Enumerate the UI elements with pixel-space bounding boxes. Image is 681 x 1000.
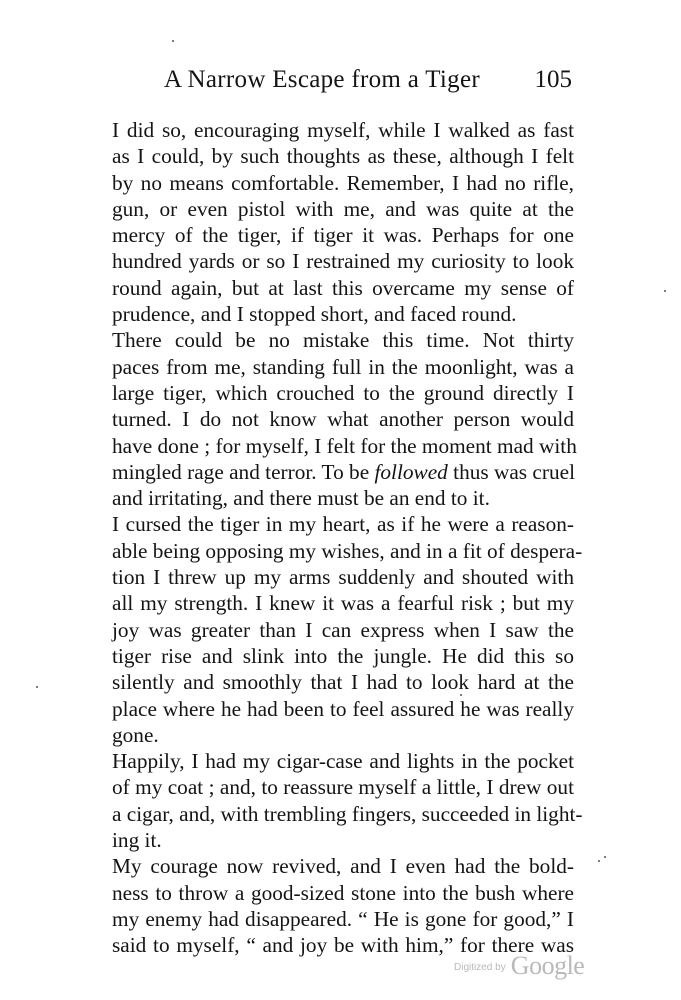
paper-speck xyxy=(460,694,462,696)
paper-speck xyxy=(664,290,666,292)
paragraph-3 xyxy=(112,511,583,748)
google-logo: Google xyxy=(510,951,585,980)
page-number: 105 xyxy=(534,66,572,93)
text-fragment: thus was cruel xyxy=(447,459,575,484)
paper-speck xyxy=(36,686,38,688)
text-line: Happily, I had my cigar-case and lights in the pocket xyxy=(112,749,574,774)
paper-speck xyxy=(598,860,600,862)
text-line: silently and smoothly that I had to look hard at the xyxy=(112,670,574,695)
paragraph-5 xyxy=(112,853,574,958)
text-line: hundred yards or so I restrained my curiosity to look xyxy=(112,249,574,274)
text-line: There could be no mistake this time. Not thirty xyxy=(112,328,574,353)
text-line: a cigar, and, with trembling fingers, succeeded in light- xyxy=(112,801,583,826)
text-line: of my coat ; and, to reassure myself a little, I drew out xyxy=(112,775,574,800)
paper-speck xyxy=(604,856,606,858)
text-line: ness to throw a good-sized stone into the bush where xyxy=(112,880,574,905)
text-line: gone. xyxy=(112,722,159,747)
text-line: my enemy had disappeared. “ He is gone for good,” I xyxy=(112,906,574,931)
text-line: large tiger, which crouched to the ground directly I xyxy=(112,380,574,405)
text-line: joy was greater than I can express when I saw the xyxy=(112,617,574,642)
text-line: paces from me, standing full in the moonlight, was a xyxy=(112,354,574,379)
text-line: round again, but at last this overcame my sense of xyxy=(112,275,574,300)
text-line: and irritating, and there must be an end to it. xyxy=(112,486,490,511)
text-line: able being opposing my wishes, and in a fit of despera- xyxy=(112,538,583,563)
digitized-watermark xyxy=(454,951,584,981)
italic-word: followed xyxy=(374,459,448,484)
text-line: My courage now revived, and I even had the bold- xyxy=(112,854,574,879)
paper-speck xyxy=(172,40,174,42)
text-line: ing it. xyxy=(112,828,162,853)
text-fragment: mingled rage and terror. To be xyxy=(112,459,375,484)
body-text xyxy=(112,117,583,959)
text-line: I did so, encouraging myself, while I walked as fast xyxy=(112,118,574,142)
running-title: A Narrow Escape from a Tiger xyxy=(164,66,480,93)
text-line: turned. I do not know what another person would xyxy=(112,407,574,432)
text-line: by no means comfortable. Remember, I had no rifle, xyxy=(112,170,574,195)
text-line: mercy of the tiger, if tiger it was. Perhaps for one xyxy=(112,223,574,248)
text-line: place where he had been to feel assured he was really xyxy=(112,696,574,721)
paragraph-1 xyxy=(112,117,574,327)
text-line-with-italic xyxy=(112,459,574,485)
text-line: gun, or even pistol with me, and was quite at the xyxy=(112,196,574,221)
text-line: tion I threw up my arms suddenly and shouted with xyxy=(112,565,574,590)
paragraph-2 xyxy=(112,327,577,511)
paragraph-4 xyxy=(112,748,583,853)
text-line: tiger rise and slink into the jungle. He did this so xyxy=(112,643,574,668)
text-line: all my strength. I knew it was a fearful risk ; but my xyxy=(112,591,574,616)
page-header xyxy=(112,66,572,100)
text-line: as I could, by such thoughts as these, although I felt xyxy=(112,144,574,169)
text-line: I cursed the tiger in my heart, as if he were a reason- xyxy=(112,512,574,537)
text-line: said to myself, “ and joy be with him,” for there was xyxy=(112,933,574,958)
text-line: have done ; for myself, I felt for the moment mad with xyxy=(112,433,577,458)
watermark-prefix: Digitized by xyxy=(454,962,506,973)
text-line: prudence, and I stopped short, and faced round. xyxy=(112,302,517,327)
